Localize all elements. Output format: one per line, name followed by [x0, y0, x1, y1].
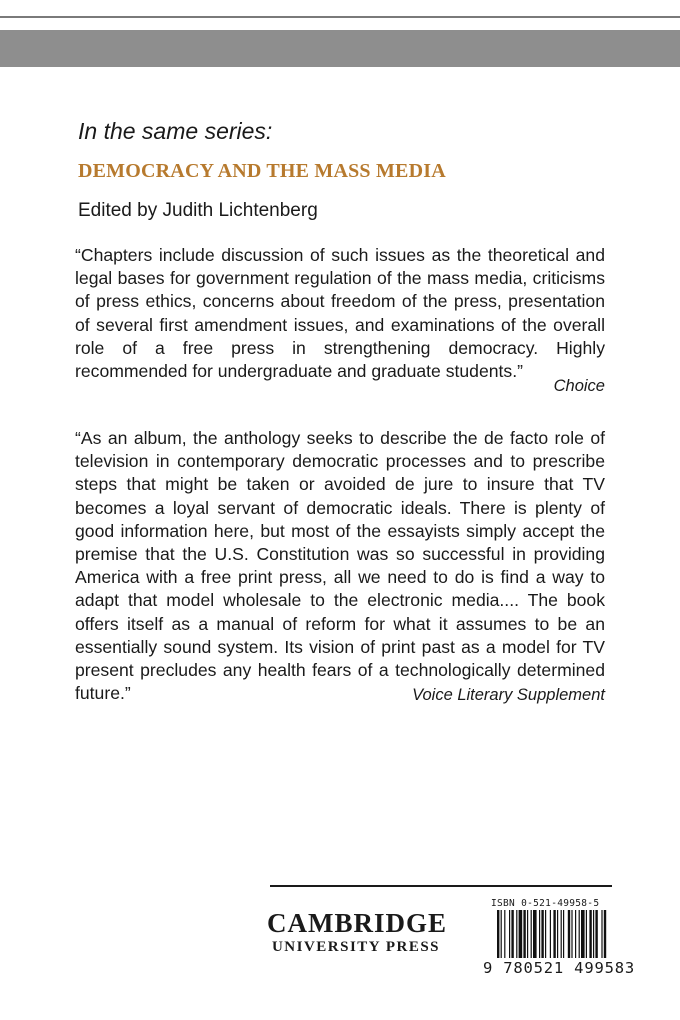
editor-credit: Edited by Judith Lichtenberg: [78, 200, 318, 221]
ean-digits: 9 780521 499583: [483, 959, 635, 977]
review-source-voice: Voice Literary Supplement: [412, 686, 605, 704]
barcode-bars-icon: [483, 910, 643, 960]
isbn-text: ISBN 0-521-49958-5: [491, 898, 600, 909]
header-band: [0, 30, 680, 67]
review-quote-voice: “As an album, the anthology seeks to describe the de facto role of television in contemporary democratic processes and to prescribe steps that might be taken or avoided de jure to insure that TV becomes a loyal servant of democratic ideals. There is plenty of good information here, but most of the essayists simply accept the premise that the U.S. Constitution was so successful in providing America with a free print press, all we need to do is find a way to adapt that model wholesale to the electronic media.... The book offers itself as a manual of reform for what it assumes to be an essentially sound system. Its vision of print past as a model for TV present precludes any health fears of a technologically determined future.”: [75, 428, 605, 704]
series-label: In the same series:: [78, 118, 273, 144]
footer-rule: [270, 885, 612, 887]
top-rule: [0, 16, 680, 18]
publisher-name: CAMBRIDGE: [267, 908, 448, 938]
barcode: [483, 898, 643, 990]
publisher-subtitle: UNIVERSITY PRESS: [271, 939, 441, 955]
review-quote-choice: “Chapters include discussion of such issues as the theoretical and legal bases for government regulation of the mass media, criticisms of press ethics, concerns about freedom of the press, presentation of several first amendment issues, and examinations of the overall role of a free press in strengthening democracy. Highly recommended for undergraduate and graduate students.”: [75, 245, 605, 382]
book-title: DEMOCRACY AND THE MASS MEDIA: [78, 160, 446, 182]
review-source-choice: Choice: [553, 377, 605, 395]
publisher-logo: [267, 908, 448, 956]
